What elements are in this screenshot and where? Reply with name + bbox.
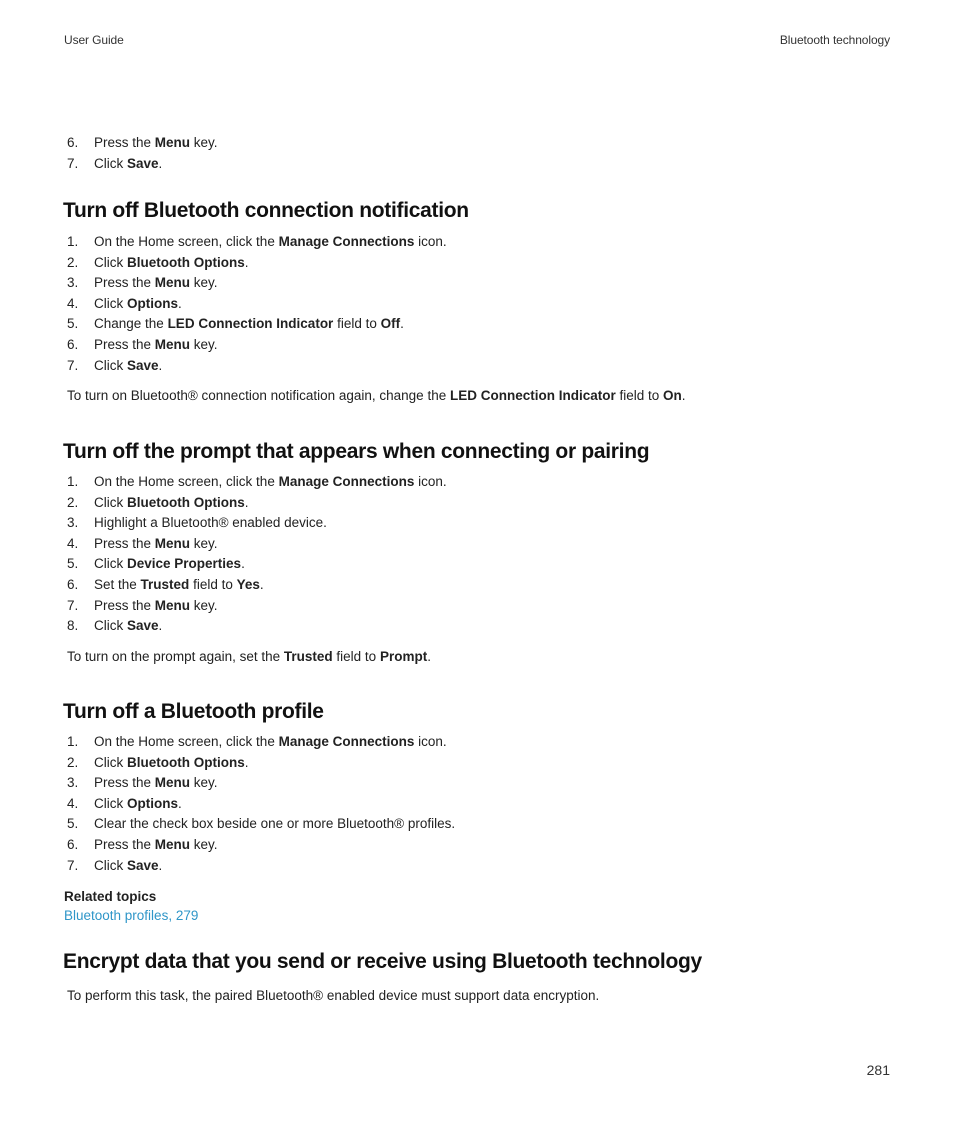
step-number: 7. — [67, 357, 79, 373]
ui-term: Bluetooth Options — [127, 494, 245, 510]
text-run: Click — [94, 754, 127, 770]
section-title-bluetooth-profile: Turn off a Bluetooth profile — [63, 700, 324, 723]
step-text — [94, 253, 249, 273]
step-text — [94, 575, 264, 595]
step-number: 3. — [67, 515, 79, 531]
ui-term: Menu — [154, 535, 191, 551]
ui-term: LED Connection Indicator — [167, 316, 334, 332]
text-run: key. — [190, 337, 218, 352]
step-number: 4. — [67, 795, 79, 811]
step-text — [94, 513, 327, 533]
step-text — [94, 335, 218, 355]
text-run: Click — [94, 357, 127, 373]
step-number: 2. — [67, 254, 79, 270]
step-text — [94, 314, 404, 334]
text-run: . — [400, 316, 404, 332]
text-run: . — [158, 357, 163, 373]
text-run: . — [681, 388, 686, 403]
ui-term: Menu — [154, 837, 191, 852]
text-run: Click — [94, 494, 127, 510]
step-number: 4. — [67, 535, 79, 551]
step-text — [94, 856, 162, 876]
text-run: . — [259, 577, 264, 592]
ui-term: Prompt — [379, 649, 428, 664]
ui-term: Menu — [154, 275, 191, 291]
text-run: Click — [94, 254, 127, 270]
step-text — [94, 814, 455, 834]
step-text — [94, 232, 447, 252]
ui-term: Menu — [154, 775, 191, 791]
ui-term: Save — [127, 357, 159, 373]
text-run: . — [244, 254, 249, 270]
text-run: . — [178, 795, 182, 811]
related-topics-heading: Related topics — [64, 889, 157, 904]
step-text — [94, 356, 162, 376]
step-number: 1. — [67, 734, 79, 749]
step-text — [94, 732, 447, 752]
step-text — [94, 294, 182, 314]
step-number: 5. — [67, 556, 79, 572]
page-number: 281 — [866, 1062, 890, 1078]
section1-note — [67, 386, 686, 406]
section2-note — [67, 647, 431, 667]
section-title-encrypt-data: Encrypt data that you send or receive using Bluetooth technology — [63, 950, 702, 973]
text-run: Press the — [94, 597, 155, 613]
text-run: Clear the check box beside one or more Bluetooth® profiles. — [94, 816, 456, 832]
step-number: 6. — [67, 577, 79, 592]
ui-term: Menu — [154, 337, 191, 352]
text-run: Set the — [94, 577, 141, 592]
text-run: On the Home screen, click the — [94, 734, 279, 749]
text-run: icon. — [414, 734, 447, 749]
ui-term: Options — [127, 795, 178, 811]
step-number: 7. — [67, 857, 79, 873]
section4-note — [67, 986, 599, 1006]
ui-term: Bluetooth Options — [127, 254, 245, 270]
ui-term: Save — [127, 857, 159, 873]
text-run: key. — [190, 837, 218, 852]
text-run: key. — [190, 597, 218, 613]
step-text — [94, 596, 218, 616]
ui-term: Menu — [154, 135, 191, 150]
text-run: field to — [189, 577, 237, 592]
text-run: Highlight a Bluetooth® enabled device. — [94, 515, 327, 531]
text-run: Press the — [94, 275, 155, 291]
text-run: Click — [94, 556, 127, 572]
ui-term: LED Connection Indicator — [449, 388, 616, 403]
ui-term: Bluetooth Options — [127, 754, 245, 770]
text-run: icon. — [414, 234, 447, 249]
related-topic-link[interactable]: Bluetooth profiles, 279 — [64, 908, 199, 923]
step-number: 3. — [67, 775, 79, 791]
step-text — [94, 133, 218, 153]
ui-term: Off — [380, 316, 401, 332]
ui-term: Device Properties — [127, 556, 242, 572]
text-run: field to — [332, 649, 380, 664]
ui-term: Save — [127, 618, 159, 634]
ui-term: Save — [127, 155, 159, 171]
step-text — [94, 773, 218, 793]
text-run: field to — [615, 388, 664, 403]
text-run: Click — [94, 795, 127, 811]
header-right: Bluetooth technology — [779, 33, 890, 47]
text-run: Press the — [94, 135, 155, 150]
text-run: . — [244, 494, 249, 510]
step-text — [94, 794, 182, 814]
step-text — [94, 472, 447, 492]
text-run: . — [158, 857, 163, 873]
step-number: 1. — [67, 474, 79, 489]
step-number: 2. — [67, 494, 79, 510]
text-run: . — [244, 754, 249, 770]
ui-term: Trusted — [283, 649, 333, 664]
ui-term: Manage Connections — [278, 474, 415, 489]
text-run: Press the — [94, 337, 155, 352]
step-number: 7. — [67, 155, 79, 171]
text-run: . — [178, 295, 182, 311]
step-text — [94, 753, 249, 773]
step-number: 6. — [67, 337, 79, 352]
step-text — [94, 493, 249, 513]
step-number: 6. — [67, 837, 79, 852]
section-title-connection-notification: Turn off Bluetooth connection notification — [63, 199, 469, 222]
text-run: Press the — [94, 837, 155, 852]
text-run: On the Home screen, click the — [94, 234, 279, 249]
text-run: Click — [94, 155, 127, 171]
text-run: key. — [190, 775, 218, 791]
ui-term: Options — [127, 295, 178, 311]
step-number: 8. — [67, 618, 79, 634]
text-run: . — [158, 618, 163, 634]
step-number: 5. — [67, 316, 79, 332]
text-run: To turn on the prompt again, set the — [67, 649, 284, 664]
text-run: Click — [94, 857, 127, 873]
ui-term: Manage Connections — [278, 734, 415, 749]
text-run: icon. — [414, 474, 447, 489]
ui-term: Manage Connections — [278, 234, 415, 249]
step-text — [94, 835, 218, 855]
text-run: Click — [94, 295, 127, 311]
step-text — [94, 534, 218, 554]
step-number: 5. — [67, 816, 79, 832]
text-run: On the Home screen, click the — [94, 474, 279, 489]
header-left: User Guide — [64, 33, 124, 47]
step-number: 6. — [67, 135, 79, 150]
ui-term: On — [663, 388, 682, 403]
step-text — [94, 154, 162, 174]
text-run: . — [241, 556, 245, 572]
ui-term: Yes — [236, 577, 260, 592]
text-run: Press the — [94, 535, 155, 551]
text-run: key. — [190, 275, 218, 291]
text-run: . — [158, 155, 163, 171]
step-number: 7. — [67, 597, 79, 613]
text-run: key. — [190, 535, 218, 551]
step-text — [94, 616, 162, 636]
ui-term: Trusted — [140, 577, 190, 592]
text-run: key. — [190, 135, 218, 150]
step-text — [94, 273, 218, 293]
text-run: Change the — [94, 316, 168, 332]
section-title-connecting-prompt: Turn off the prompt that appears when connecting or pairing — [63, 440, 650, 463]
step-text — [94, 554, 245, 574]
step-number: 1. — [67, 234, 79, 249]
text-run: Press the — [94, 775, 155, 791]
step-number: 2. — [67, 754, 79, 770]
step-number: 4. — [67, 295, 79, 311]
ui-term: Menu — [154, 597, 191, 613]
text-run: Click — [94, 618, 127, 634]
text-run: field to — [333, 316, 381, 332]
text-run: . — [427, 649, 431, 664]
text-run: To perform this task, the paired Bluetooth® enabled device must support data encryption. — [67, 988, 600, 1003]
step-number: 3. — [67, 275, 79, 291]
text-run: To turn on Bluetooth® connection notification again, change the — [67, 388, 450, 403]
